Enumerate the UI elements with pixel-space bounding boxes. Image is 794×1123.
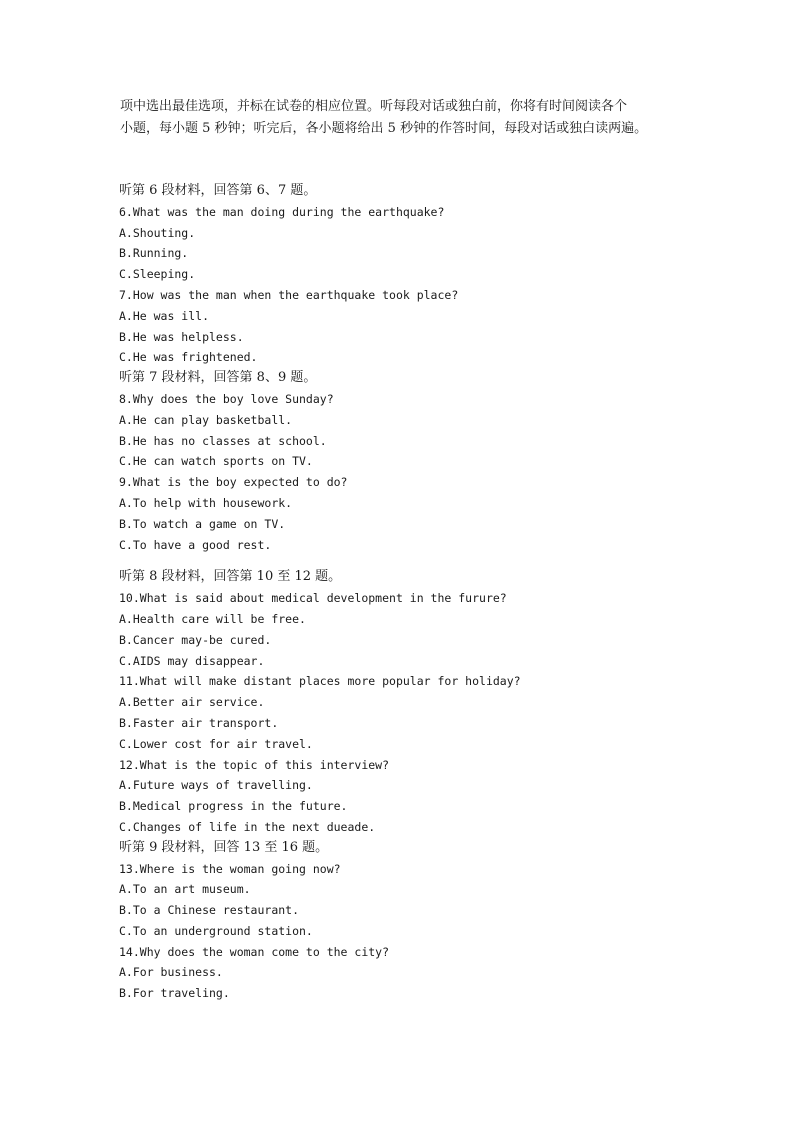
question-stem: 14.Why does the woman come to the city? [119, 944, 390, 959]
answer-option: C.To have a good rest. [119, 537, 272, 552]
answer-option: B.He was helpless. [119, 329, 244, 344]
question-stem: 9.What is the boy expected to do? [119, 475, 348, 490]
answer-option: A.Health care will be free. [119, 611, 306, 626]
instructions-line-1: 项中选出最佳选项，并标在试卷的相应位置。听每段对话或独白前，你将有时间阅读各个 [120, 99, 628, 114]
answer-option: B.To a Chinese restaurant. [119, 903, 300, 918]
answer-option: A.To help with housework. [119, 495, 293, 510]
section-heading: 听第 9 段材料，回答 13 至 16 题。 [119, 839, 329, 855]
answer-option: B.To watch a game on TV. [119, 516, 286, 531]
section-heading: 听第 6 段材料，回答第 6、7 题。 [119, 183, 317, 198]
question-list [119, 181, 719, 1004]
question-stem: 7.How was the man when the earthquake took place? [119, 287, 459, 302]
instructions-line-2: 小题，每小题 5 秒钟；听完后，各小题将给出 5 秒钟的作答时间，每段对话或独白读两遍。 [120, 121, 648, 136]
answer-option: C.Changes of life in the next dueade. [119, 819, 376, 834]
answer-option: B.Faster air transport. [119, 715, 279, 730]
answer-option: B.Medical progress in the future. [119, 799, 348, 814]
answer-option: B.Cancer may-be cured. [119, 632, 272, 647]
question-stem: 13.Where is the woman going now? [119, 861, 341, 876]
answer-option: C.He can watch sports on TV. [119, 454, 313, 469]
question-stem: 8.Why does the boy love Sunday? [119, 391, 334, 406]
answer-option: A.To an art museum. [119, 882, 251, 897]
answer-option: B.He has no classes at school. [119, 433, 327, 448]
question-stem: 10.What is said about medical development in the furure? [119, 591, 507, 606]
section-heading: 听第 8 段材料，回答第 10 至 12 题。 [119, 569, 342, 585]
section-heading: 听第 7 段材料，回答第 8、9 题。 [119, 370, 317, 386]
answer-option: C.To an underground station. [119, 923, 313, 938]
answer-option: C.Lower cost for air travel. [119, 736, 313, 751]
answer-option: A.Future ways of travelling. [119, 778, 313, 793]
answer-option: A.He was ill. [119, 308, 210, 323]
answer-option: B.Running. [119, 246, 189, 261]
answer-option: B.For traveling. [119, 986, 230, 1001]
answer-option: A.He can play basketball. [119, 412, 293, 427]
question-stem: 12.What is the topic of this interview? [119, 757, 390, 772]
answer-option: C.Sleeping. [119, 267, 196, 282]
question-stem: 11.What will make distant places more popular for holiday? [119, 674, 521, 689]
answer-option: A.Shouting. [119, 225, 196, 240]
answer-option: C.AIDS may disappear. [119, 653, 265, 668]
answer-option: C.He was frightened. [119, 350, 258, 365]
instructions [120, 96, 700, 140]
answer-option: A.For business. [119, 965, 223, 980]
answer-option: A.Better air service. [119, 695, 265, 710]
question-stem: 6.What was the man doing during the earthquake? [119, 204, 445, 219]
